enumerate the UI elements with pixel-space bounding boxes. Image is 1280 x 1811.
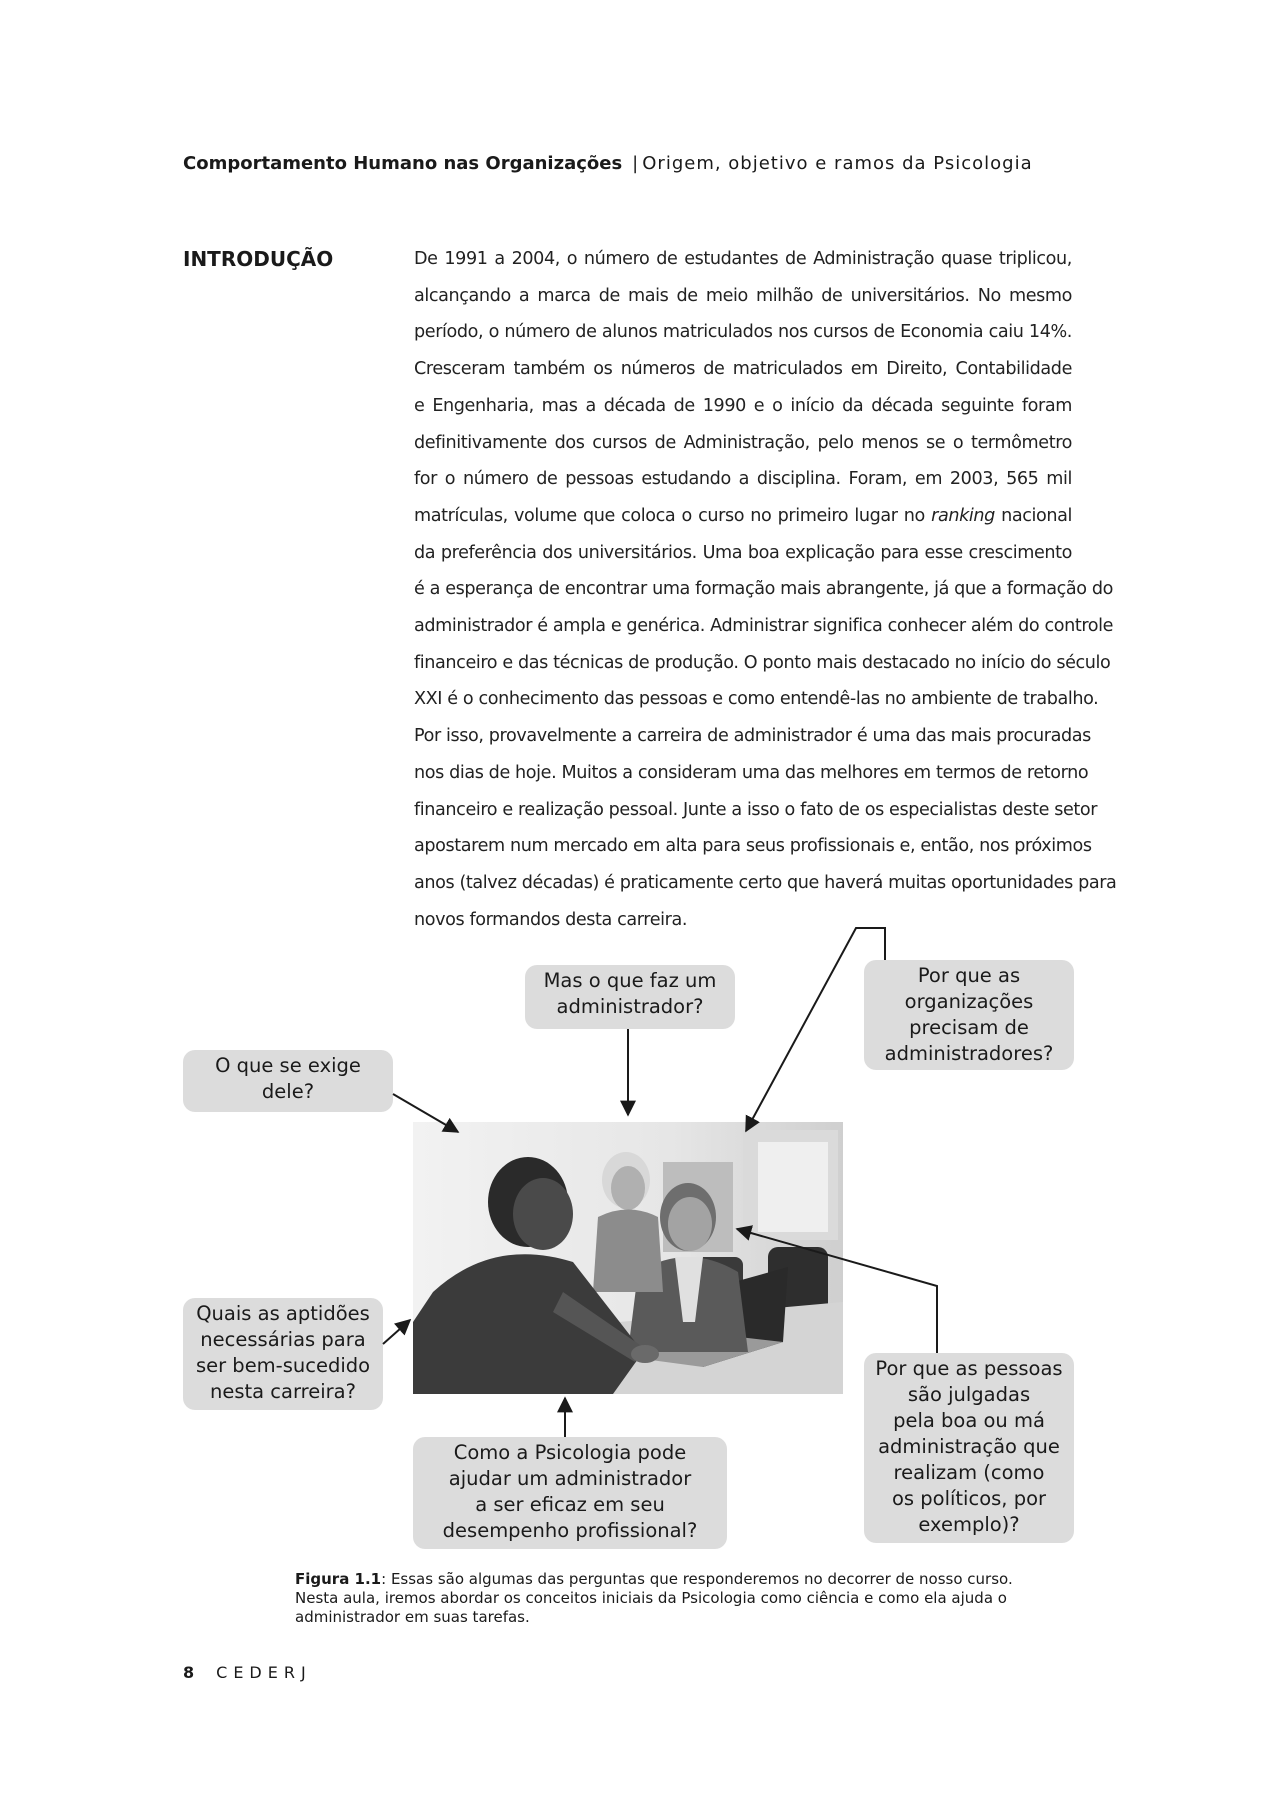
question-bubble-why-organizations: Por que as organizações precisam de administradores? — [864, 960, 1074, 1070]
running-header — [183, 153, 1033, 174]
publisher-brand: CEDERJ — [216, 1663, 312, 1682]
figure-caption — [295, 1570, 1015, 1627]
paragraph-line: definitivamente dos cursos de Administração, pelo menos se o termômetro — [414, 432, 1072, 453]
office-meeting-photo — [413, 1122, 843, 1394]
section-heading: INTRODUÇÃO — [183, 247, 334, 271]
paragraph-line: é a esperança de encontrar uma formação mais abrangente, já que a formação do — [414, 579, 1113, 600]
paragraph-line: administrador é ampla e genérica. Administrar significa conhecer além do controle — [414, 616, 1114, 637]
paragraph-line: Cresceram também os números de matriculados em Direito, Contabilidade — [414, 359, 1072, 380]
paragraph-line: apostarem num mercado em alta para seus profissionais e, então, nos próximos — [414, 836, 1092, 857]
paragraph-line: De 1991 a 2004, o número de estudantes de Administração quase triplicou, — [414, 249, 1072, 269]
question-bubble-judged: Por que as pessoas são julgadas pela boa ou má administração que realizam (como os políticos, por exemplo)? — [864, 1353, 1074, 1543]
paragraph-line: e Engenharia, mas a década de 1990 e o início da década seguinte foram — [414, 395, 1072, 416]
figure-caption-label: Figura 1.1 — [295, 1570, 382, 1588]
question-bubble-psychology: Como a Psicologia pode ajudar um administrador a ser eficaz em seu desempenho profissional? — [413, 1437, 727, 1549]
paragraph-line: nos dias de hoje. Muitos a consideram uma das melhores em termos de retorno — [414, 762, 1089, 783]
question-bubble-what-does: Mas o que faz um administrador? — [525, 965, 735, 1029]
paragraph-line: período, o número de alunos matriculados nos cursos de Economia caiu 14%. — [414, 322, 1072, 343]
page-footer — [183, 1663, 312, 1682]
paragraph-line: anos (talvez décadas) é praticamente certo que haverá muitas oportunidades para — [414, 872, 1117, 893]
paragraph-line: Por isso, provavelmente a carreira de administrador é uma das mais procuradas — [414, 726, 1091, 747]
question-bubble-aptitudes: Quais as aptidões necessárias para ser bem-sucedido nesta carreira? — [183, 1298, 383, 1410]
paragraph-line: da preferência dos universitários. Uma boa explicação para esse crescimento — [414, 542, 1072, 563]
page-number: 8 — [183, 1663, 195, 1682]
book-title: Comportamento Humano nas Organizações — [183, 153, 623, 174]
question-bubble-demanded: O que se exige dele? — [183, 1050, 393, 1112]
arrow-aptitudes — [383, 1320, 410, 1344]
paragraph-line: financeiro e das técnicas de produção. O ponto mais destacado no início do século — [414, 652, 1111, 673]
intro-paragraph — [414, 241, 1117, 938]
paragraph-line: XXI é o conhecimento das pessoas e como entendê-las no ambiente de trabalho. — [414, 689, 1099, 710]
paragraph-line: matrículas, volume que coloca o curso no primeiro lugar no ranking nacional — [414, 505, 1072, 526]
header-separator: | — [632, 153, 639, 174]
chapter-title: Origem, objetivo e ramos da Psicologia — [642, 153, 1033, 174]
figure-caption-text: : Essas são algumas das perguntas que responderemos no decorrer de nosso curso. Nesta aula, iremos abordar os conceitos iniciais da Psicologia como ciência e como ela ajuda o administrador em suas tarefas. — [295, 1570, 1013, 1626]
paragraph-line: alcançando a marca de mais de meio milhão de universitários. No mesmo — [414, 285, 1072, 306]
paragraph-line: for o número de pessoas estudando a disciplina. Foram, em 2003, 565 mil — [414, 469, 1072, 490]
paragraph-line: financeiro e realização pessoal. Junte a isso o fato de os especialistas deste setor — [414, 799, 1098, 820]
paragraph-line: novos formandos desta carreira. — [414, 909, 688, 930]
